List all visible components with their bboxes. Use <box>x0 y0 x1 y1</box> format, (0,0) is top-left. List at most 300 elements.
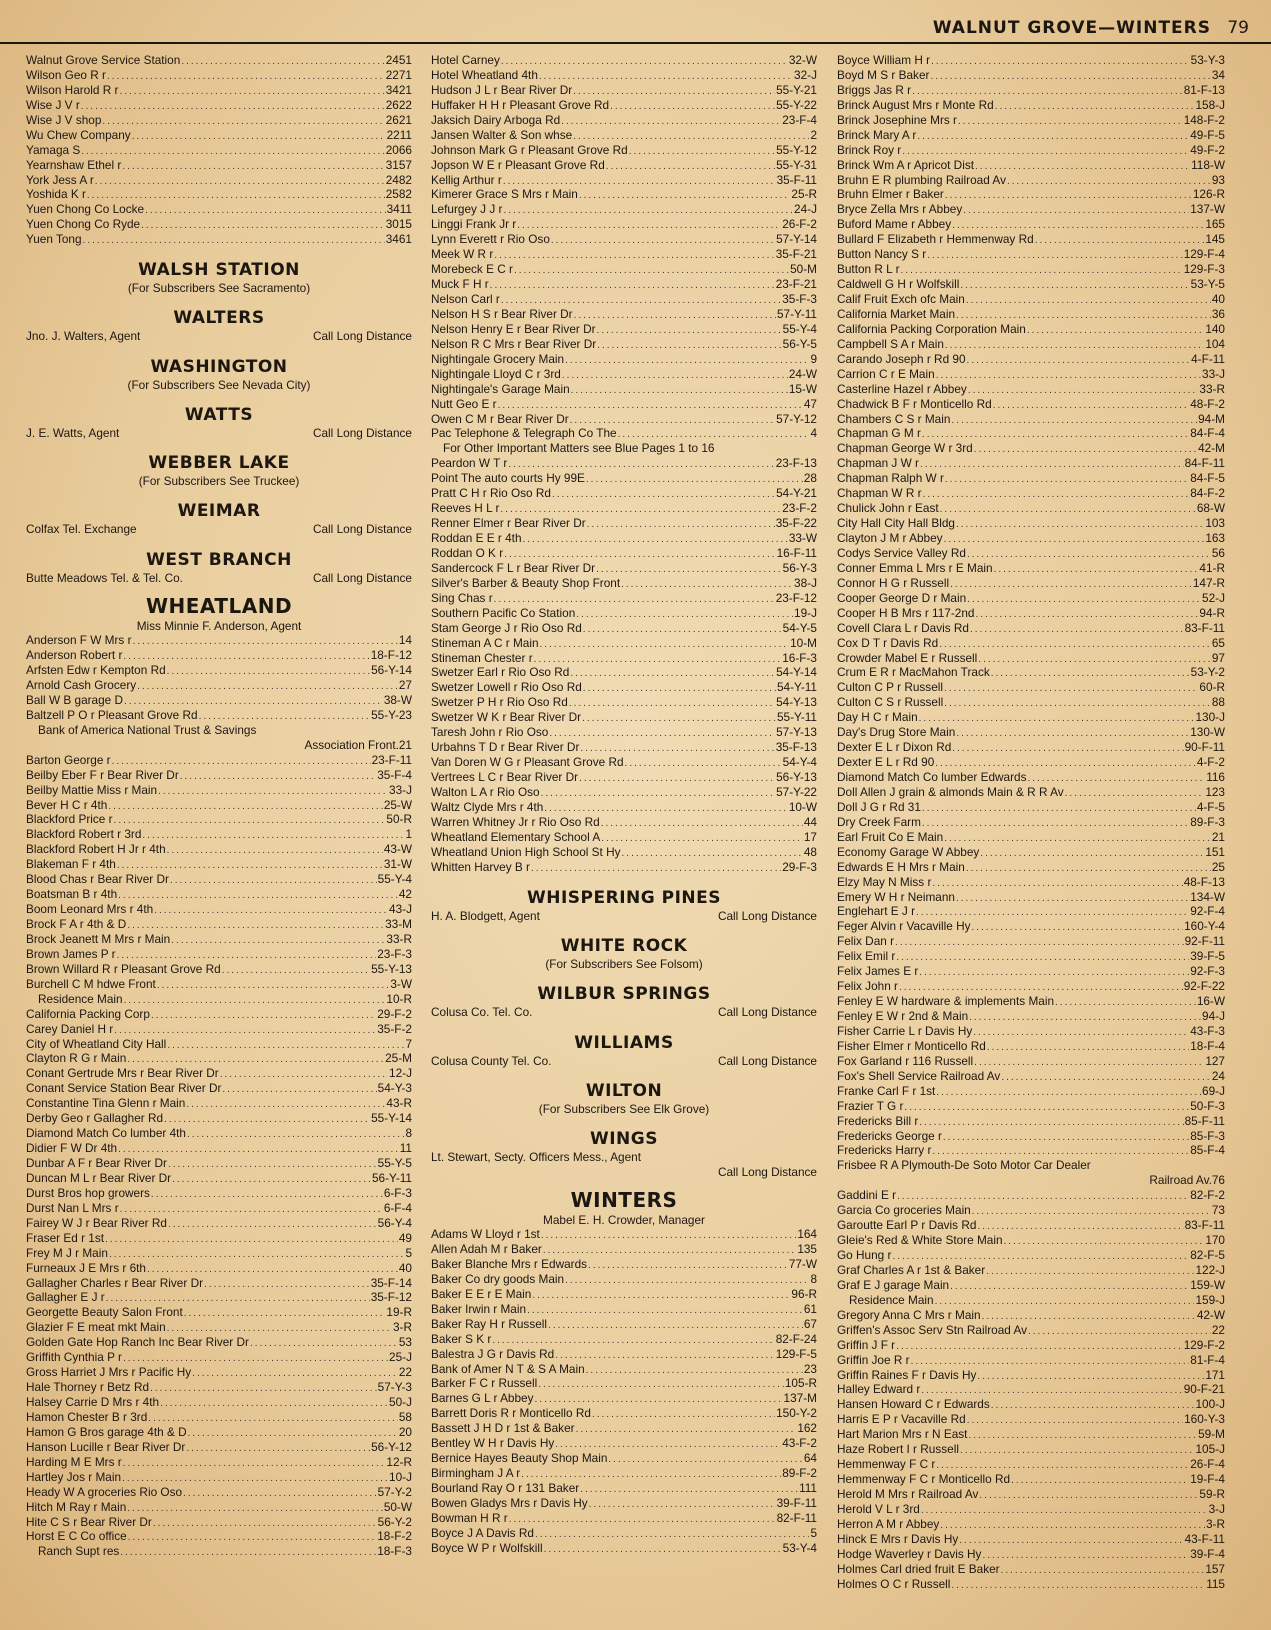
listing-name: Hanson Lucille r Bear River Dr <box>26 1439 186 1454</box>
listing-number: 57-Y-12 <box>776 411 817 426</box>
listing-name: Button Nancy S r <box>837 247 927 262</box>
listing-number: 85-F-4 <box>1190 1143 1225 1158</box>
listing-name: Culton C S r Russell <box>837 695 944 710</box>
listing-name: Codys Service Valley Rd <box>837 545 966 560</box>
leader-dots <box>951 414 1197 427</box>
leader-dots <box>897 1190 1189 1203</box>
leader-dots <box>982 1549 1189 1562</box>
listing-number: 54-Y-3 <box>377 1081 412 1096</box>
listing-number: 22 <box>1211 1322 1225 1337</box>
leader-dots <box>535 1393 783 1406</box>
listing-row <box>837 1278 1225 1293</box>
leader-dots <box>167 1039 404 1052</box>
leader-dots <box>936 369 1201 382</box>
listing-row <box>26 217 412 232</box>
listing-number: 2622 <box>385 97 412 112</box>
listing-number: 57-Y-11 <box>776 306 817 321</box>
listing-number: 163 <box>1205 531 1225 545</box>
listing-row <box>431 382 817 397</box>
listing-number: 54-Y-5 <box>782 620 817 635</box>
leader-dots <box>183 1487 377 1500</box>
listing-number: 17 <box>803 829 817 844</box>
listing-row <box>837 680 1225 695</box>
listing-row <box>26 1246 412 1261</box>
listing-number: 35-F-22 <box>775 516 817 531</box>
listing-number: 33-R <box>1199 381 1225 396</box>
listing-name: Brown Willard R r Pleasant Grove Rd <box>26 961 221 976</box>
leader-dots <box>993 399 1190 412</box>
leader-dots <box>923 488 1190 501</box>
listing-number: 55-Y-4 <box>782 321 817 336</box>
listing-number: 33-J <box>1202 366 1225 381</box>
leader-dots <box>523 533 788 546</box>
listing-row <box>431 815 817 830</box>
leader-dots <box>184 1307 386 1320</box>
listing-row <box>431 262 817 277</box>
listing-row <box>26 1037 412 1052</box>
listing-row <box>431 695 817 710</box>
leader-dots <box>192 1367 398 1380</box>
leader-dots <box>589 1498 776 1511</box>
listing-row <box>431 412 817 427</box>
listing-row <box>26 1201 412 1216</box>
listing-number: 83-F-11 <box>1184 620 1225 635</box>
listing-number: 54-Y-4 <box>782 755 817 770</box>
listing-row <box>837 277 1225 292</box>
leader-dots <box>220 1068 388 1081</box>
listing-row <box>26 158 412 173</box>
leader-dots <box>551 234 775 247</box>
leader-dots <box>610 100 775 113</box>
listing-name: Whitten Harvey B r <box>431 859 530 874</box>
call-instruction: Call Long Distance <box>312 522 412 537</box>
listing-name: Go Hung r <box>837 1248 892 1262</box>
listing-number: 2621 <box>385 112 412 127</box>
listing-number: 58 <box>398 1409 412 1424</box>
town-subheading: Miss Minnie F. Anderson, Agent <box>136 619 302 634</box>
listing-row <box>26 1231 412 1246</box>
listing-name: Gregory Anna C Mrs r Main <box>837 1307 981 1322</box>
listing-row <box>431 397 817 412</box>
listing-row <box>26 783 412 798</box>
listing-row <box>26 202 412 217</box>
listing-number: 55-Y-13 <box>371 961 412 976</box>
listing-name: Yuen Chong Co Locke <box>26 202 145 217</box>
listing-name: Blakeman F r 4th <box>26 857 116 872</box>
leader-dots <box>117 949 377 962</box>
town-heading: WALTERS <box>173 308 265 329</box>
leader-dots <box>931 55 1190 68</box>
listing-number: 130-J <box>1195 710 1225 725</box>
listing-row <box>837 352 1225 367</box>
listing-name: Barnes G L r Abbey <box>431 1391 534 1406</box>
listing-name: Beilby Mattie Miss r Main <box>26 782 158 797</box>
leader-dots <box>979 1489 1198 1502</box>
listing-name: Felix John r <box>837 979 898 994</box>
listing-number: 41-R <box>1199 560 1225 575</box>
listing-number: 53-Y-4 <box>782 1540 817 1555</box>
listing-name: Nelson H S r Bear River Dr <box>431 306 573 321</box>
listing-number: 33-M <box>385 917 412 931</box>
listing-name: Boyce William H r <box>837 53 931 67</box>
listing-name: Baker Co dry goods Main <box>431 1271 565 1286</box>
listing-row <box>431 307 817 322</box>
listing-name: Peardon W T r <box>431 456 508 471</box>
leader-dots <box>141 219 385 232</box>
listing-name: Barker F C r Russell <box>431 1376 538 1391</box>
listing-number: 19-F-4 <box>1190 1472 1225 1487</box>
listing-name: Jopson W E r Pleasant Grove Rd <box>431 157 605 172</box>
listing-row <box>837 561 1225 576</box>
listing-name: Graf E J garage Main <box>837 1277 950 1292</box>
listing-number: 23-F-3 <box>377 946 412 961</box>
listing-row <box>837 53 1225 68</box>
listing-row <box>26 842 412 857</box>
leader-dots <box>940 503 1196 516</box>
listing-row <box>837 1308 1225 1323</box>
leader-dots <box>132 130 386 143</box>
listing-name: Adams W Lloyd r 1st <box>431 1227 540 1242</box>
listing-number: 82-F-5 <box>1190 1248 1225 1262</box>
listing-row <box>26 1081 412 1096</box>
listing-row <box>26 1470 412 1485</box>
leader-dots <box>596 563 782 576</box>
listing-number: 92-F-11 <box>1184 934 1225 949</box>
listing-number: 16-F-3 <box>782 650 817 665</box>
listing-number: 3-R <box>392 1320 412 1335</box>
listing-row <box>837 860 1225 875</box>
listing-name: Horst E C Co office <box>26 1529 127 1544</box>
listing-number: 53 <box>398 1335 412 1350</box>
listing-name: Derby Geo r Gallagher Rd <box>26 1111 164 1126</box>
leader-dots <box>945 189 1192 202</box>
listing-row <box>431 1421 817 1436</box>
leader-dots <box>986 1265 1194 1278</box>
leader-dots <box>570 414 775 427</box>
leader-dots <box>899 981 1183 994</box>
listing-number: 10-J <box>389 1469 412 1484</box>
listing-name: Griffin Raines F r Davis Hy <box>837 1367 977 1382</box>
listing-row <box>26 1350 412 1365</box>
listing-name: Conant Service Station Bear River Dr <box>26 1081 222 1096</box>
listing-row <box>26 1425 412 1440</box>
listing-number: 25-R <box>791 187 817 202</box>
listing-row <box>837 621 1225 636</box>
listing-row <box>837 1203 1225 1218</box>
leader-dots <box>625 757 782 770</box>
listing-name: Wilson Harold R r <box>26 82 119 97</box>
listing-name: Blackford Robert H Jr r 4th <box>26 842 166 857</box>
listing-row <box>431 426 817 441</box>
leader-dots <box>622 847 803 860</box>
leader-dots <box>501 55 788 68</box>
listing-name: Baltzell P O r Pleasant Grove Rd <box>26 707 198 722</box>
listing-name: Yuen Chong Co Ryde <box>26 217 141 232</box>
leader-dots <box>991 667 1190 680</box>
leader-dots <box>549 727 775 740</box>
listing-number: 137-W <box>1190 202 1225 217</box>
leader-dots <box>1001 1564 1205 1577</box>
listing-number: 34 <box>1211 67 1225 82</box>
listing-name: Briggs Jas R r <box>837 82 912 97</box>
listing-number: 93 <box>1211 172 1225 187</box>
listing-row <box>837 247 1225 262</box>
listing-name: Herron A M r Abbey <box>837 1516 940 1531</box>
listing-name: Griffin J F r <box>837 1337 896 1352</box>
listing-name: Clayton J M r Abbey <box>837 531 943 545</box>
directory-column-3 <box>837 53 1225 1592</box>
leader-dots <box>521 1468 781 1481</box>
leader-dots <box>1007 175 1211 188</box>
listing-row <box>26 1500 412 1515</box>
leader-dots <box>114 814 386 827</box>
leader-dots <box>541 787 775 800</box>
listing-name: Swetzer P H r Rio Oso Rd <box>431 695 568 710</box>
listing-number: 67 <box>803 1316 817 1331</box>
listing-name: Haze Robert I r Russell <box>837 1442 959 1457</box>
listing-name: Huffaker H H r Pleasant Grove Rd <box>431 97 610 112</box>
listing-row <box>431 860 817 875</box>
leader-dots <box>565 1274 809 1287</box>
listing-name: Arfsten Edw r Kempton Rd <box>26 663 166 678</box>
leader-dots <box>555 1438 781 1451</box>
listing-row <box>837 1293 1225 1308</box>
listing-name: Doll Allen J grain & almonds Main & R R Av <box>837 784 1064 799</box>
listing-name: Fox Garland r 116 Russell <box>837 1053 974 1068</box>
listing-row <box>26 1305 412 1320</box>
listing-number: 170 <box>1205 1233 1225 1248</box>
town-heading: WILLIAMS <box>574 1032 674 1053</box>
listing-number: 25 <box>1211 859 1225 874</box>
listing-name: Fredericks George r <box>837 1128 942 1143</box>
leader-dots <box>951 1579 1205 1592</box>
listing-row <box>837 68 1225 83</box>
listing-row <box>26 1096 412 1111</box>
listing-number: 4-F-5 <box>1196 799 1225 814</box>
listing-name: California Market Main <box>837 306 956 321</box>
listing-row <box>431 636 817 651</box>
call-instruction: Call Long Distance <box>717 1005 817 1020</box>
listing-name: Hotel Wheatland 4th <box>431 67 538 82</box>
listing-row <box>837 516 1225 531</box>
listing-name: Bernice Hayes Beauty Shop Main <box>431 1451 608 1466</box>
agent-name: H. A. Blodgett, Agent <box>431 908 540 923</box>
listing-row <box>837 143 1225 158</box>
listing-row <box>837 979 1225 994</box>
listing-number: 25-M <box>385 1051 412 1066</box>
leader-dots <box>105 1233 398 1246</box>
listing-row <box>837 1114 1225 1129</box>
listing-number: 94-M <box>1198 411 1225 426</box>
call-instruction: Call Long Distance <box>312 570 412 585</box>
listing-number: 3-R <box>1205 1516 1225 1531</box>
listing-number: 57-Y-13 <box>776 725 817 740</box>
listing-row <box>431 770 817 785</box>
leader-dots <box>87 189 385 202</box>
listing-name: Furneaux J E Mrs r 6th <box>26 1260 146 1275</box>
leader-dots <box>204 1278 370 1291</box>
listing-row <box>431 143 817 158</box>
leader-dots <box>930 70 1210 83</box>
running-title: WALNUT GROVE—WINTERS <box>932 18 1211 38</box>
listing-number: 19-J <box>794 605 817 620</box>
listing-number: 10-M <box>790 635 817 650</box>
listing-number: 57-Y-3 <box>377 1380 412 1395</box>
leader-dots <box>950 1280 1189 1293</box>
listing-name: Allen Adah M r Baker <box>431 1242 542 1256</box>
listing-number: 2451 <box>385 53 412 67</box>
listing-name: Bentley W H r Davis Hy <box>431 1436 555 1451</box>
leader-dots <box>935 757 1196 770</box>
listing-name: Emery W H r Neimann <box>837 889 955 904</box>
leader-dots <box>167 844 383 857</box>
listing-name: Wu Chew Company <box>26 127 131 142</box>
listing-number: 11 <box>399 1141 412 1156</box>
listing-row <box>431 456 817 471</box>
leader-dots <box>573 130 809 143</box>
leader-dots <box>106 1292 370 1305</box>
leader-dots <box>974 443 1197 456</box>
listing-number: 23-F-13 <box>775 456 817 471</box>
listing-name: Residence Main <box>38 991 123 1006</box>
listing-number: 24-W <box>788 366 817 381</box>
listing-number: 29-F-3 <box>782 859 817 874</box>
listing-name: Lefurgey J J r <box>431 202 503 217</box>
leader-dots <box>108 800 383 813</box>
listing-continuation: Railroad Av.76 <box>1149 1173 1225 1188</box>
listing-name: Barrett Doris R r Monticello Rd <box>431 1406 591 1421</box>
leader-dots <box>956 892 1189 905</box>
leader-dots <box>588 1259 788 1272</box>
listing-row <box>837 1099 1225 1114</box>
listing-row <box>837 202 1225 217</box>
listing-name: Blackford Robert r 3rd <box>26 827 142 842</box>
call-instruction: Call Long Distance <box>312 329 412 344</box>
listing-row <box>431 1302 817 1317</box>
listing-row <box>26 798 412 813</box>
leader-dots <box>538 1378 784 1391</box>
listing-number: 3461 <box>385 232 412 247</box>
listing-row <box>837 501 1225 516</box>
listing-number: 39-F-5 <box>1190 949 1225 964</box>
listing-name: Hemmenway F C r Monticello Rd <box>837 1472 1011 1487</box>
listing-row <box>431 1481 817 1496</box>
listing-row <box>431 68 817 83</box>
town-subheading: (For Subscribers See Elk Grove) <box>538 1102 710 1117</box>
listing-number: 90-F-21 <box>1183 1382 1225 1397</box>
leader-dots <box>544 802 788 815</box>
listing-number: 140 <box>1205 321 1225 336</box>
listing-number: 44 <box>803 814 817 829</box>
leader-dots <box>945 339 1204 352</box>
listing-number: 81-F-4 <box>1190 1352 1225 1367</box>
listing-row <box>837 546 1225 561</box>
listing-name: Chapman J W r <box>837 456 919 471</box>
listing-row <box>837 785 1225 800</box>
listing-name: Felix Dan r <box>837 934 895 949</box>
leader-dots <box>120 1203 383 1216</box>
listing-name: Cooper George D r Main <box>837 590 967 605</box>
listing-row <box>26 768 412 783</box>
listing-number: 48 <box>803 844 817 859</box>
town-heading: WHISPERING PINES <box>526 887 721 908</box>
town-heading: WILBUR SPRINGS <box>537 984 711 1005</box>
leader-dots <box>968 384 1199 397</box>
listing-row <box>26 1320 412 1335</box>
listing-name: Nightingale Grocery Main <box>431 351 565 366</box>
listing-row <box>26 1051 412 1066</box>
town-heading: WEIMAR <box>177 501 261 522</box>
town-subheading: (For Subscribers See Sacramento) <box>127 281 311 296</box>
listing-number: 35-F-11 <box>776 172 817 187</box>
listing-name: Constantine Tina Glenn r Main <box>26 1096 186 1111</box>
listing-number: 82-F-11 <box>776 1510 817 1525</box>
leader-dots <box>539 70 793 83</box>
listing-number: 127 <box>1205 1053 1225 1068</box>
listing-name: Connor H G r Russell <box>837 575 950 590</box>
leader-dots <box>83 234 385 247</box>
listing-row <box>431 1436 817 1451</box>
leader-dots <box>107 70 385 83</box>
leader-dots <box>944 682 1198 695</box>
listing-row <box>837 725 1225 740</box>
listing-row <box>837 531 1225 546</box>
leader-dots <box>576 608 793 621</box>
listing-number: 40 <box>1211 292 1225 306</box>
listing-row <box>431 1541 817 1556</box>
leader-dots <box>967 1414 1183 1427</box>
listing-number: 5 <box>810 1525 817 1540</box>
listing-name: Ball W B garage D <box>26 692 124 707</box>
listing-row <box>26 1440 412 1455</box>
listing-row <box>431 98 817 113</box>
listing-row <box>837 1338 1225 1353</box>
leader-dots <box>490 279 775 292</box>
listing-name: Hitch M Ray r Main <box>26 1499 127 1514</box>
leader-dots <box>494 249 774 262</box>
listing-name: Gallagher E J r <box>26 1290 105 1305</box>
listing-row <box>431 561 817 576</box>
listing-name: Brinck Mary A r <box>837 127 917 142</box>
listing-row <box>837 1472 1225 1487</box>
listing-name: Fenley E W hardware & implements Main <box>837 994 1055 1009</box>
leader-dots <box>186 1098 385 1111</box>
listing-number: 157 <box>1205 1561 1225 1576</box>
listing-name: Meek W R r <box>431 247 494 262</box>
leader-dots <box>977 1370 1204 1383</box>
listing-row <box>26 83 412 98</box>
leader-dots <box>966 862 1211 875</box>
listing-number: 18-F-12 <box>370 648 412 663</box>
listing-row <box>431 1272 817 1287</box>
listing-number: 33-J <box>389 782 412 797</box>
listing-name: Buford Mame r Abbey <box>837 217 952 232</box>
agent-row <box>26 522 412 537</box>
listing-row <box>26 753 412 768</box>
listing-name: Dexter E L r Dixon Rd <box>837 740 952 755</box>
leader-dots <box>967 354 1191 367</box>
listing-number: 64 <box>803 1451 817 1466</box>
listing-row <box>26 1395 412 1410</box>
listing-number: 88 <box>1211 695 1225 710</box>
leader-dots <box>167 665 370 678</box>
leader-dots <box>168 1218 377 1231</box>
listing-name: Holmes O C r Russell <box>837 1576 951 1591</box>
listing-row <box>837 994 1225 1009</box>
listing-number: 68-W <box>1196 501 1225 516</box>
listing-number: 55-Y-12 <box>776 142 817 157</box>
leader-dots <box>1035 234 1205 247</box>
